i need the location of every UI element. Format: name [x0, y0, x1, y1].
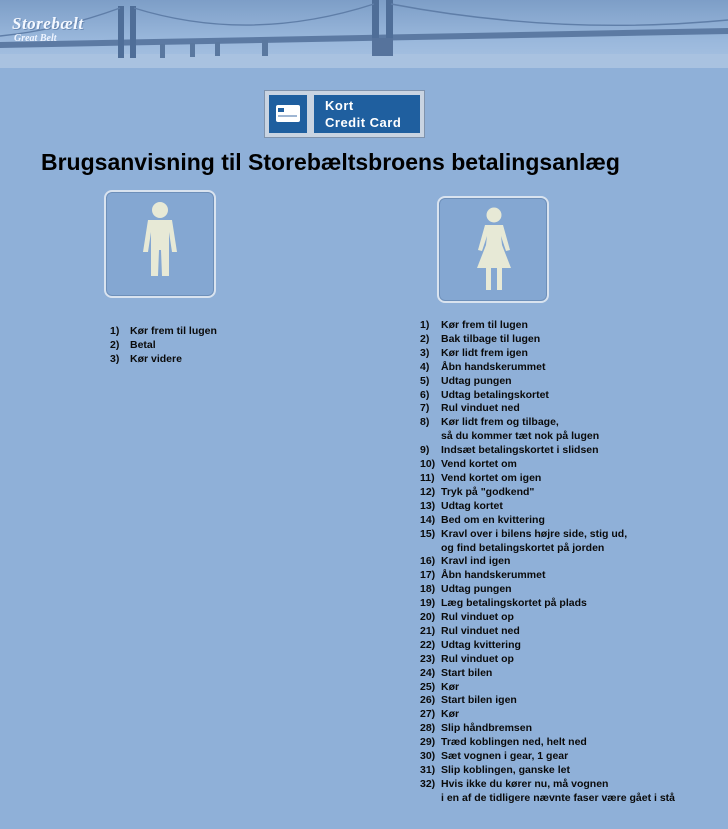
sign-label-kort: Kort: [325, 98, 354, 113]
list-item: [420, 708, 675, 722]
woman-sign: [437, 196, 549, 303]
step-text: Rul vinduet ned: [441, 402, 520, 415]
step-number: 4): [420, 360, 430, 373]
list-item: [420, 402, 675, 416]
step-text: Indsæt betalingskortet i slidsen: [441, 444, 599, 457]
list-item: [420, 444, 675, 458]
step-text: Bed om en kvittering: [441, 513, 545, 526]
step-number: 14): [420, 513, 436, 526]
step-number: 2): [420, 332, 430, 345]
step-number: 5): [420, 374, 430, 387]
list-item: [420, 639, 675, 653]
list-item: [420, 347, 675, 361]
step-number: 28): [420, 722, 436, 735]
list-item: [420, 583, 675, 597]
list-item: [110, 353, 217, 367]
list-item: [420, 472, 675, 486]
credit-card-icon: [269, 95, 307, 133]
list-item: [420, 333, 675, 347]
list-item: [420, 500, 675, 514]
list-item: [420, 722, 675, 736]
list-item: [110, 339, 217, 353]
step-text: Kør videre: [130, 352, 182, 365]
bridge-illustration: [0, 0, 728, 68]
step-text: i en af de tidligere nævnte faser være gået i stå: [441, 791, 675, 804]
step-number: 29): [420, 736, 436, 749]
list-item: [420, 375, 675, 389]
step-text: Slip koblingen, ganske let: [441, 764, 570, 776]
list-item: [420, 625, 675, 639]
step-text: Åbn handskerummet: [441, 569, 546, 582]
step-number: 2): [110, 338, 120, 351]
step-text: Betal: [130, 338, 156, 351]
step-number: 12): [420, 485, 436, 498]
step-text: Udtag pungen: [441, 583, 512, 596]
step-text: Rul vinduet op: [441, 611, 514, 624]
step-text: Start bilen igen: [441, 694, 517, 707]
list-item: [420, 569, 675, 583]
list-item: [420, 681, 675, 695]
step-text: Kør frem til lugen: [441, 319, 528, 331]
step-text: Udtag kortet: [441, 499, 503, 512]
storebaelt-logo-subtitle: Great Belt: [14, 33, 57, 44]
step-number: 10): [420, 458, 436, 471]
list-item: [420, 694, 675, 708]
step-text: og find betalingskortet på jorden: [441, 541, 605, 554]
step-number: 18): [420, 583, 436, 596]
step-number: 30): [420, 750, 436, 763]
list-item: [420, 653, 675, 667]
list-item: [420, 764, 675, 778]
step-number: 13): [420, 499, 436, 512]
step-text: Sæt vognen i gear, 1 gear: [441, 750, 569, 763]
step-text: Kravl ind igen: [441, 555, 511, 568]
step-text: Start bilen: [441, 666, 493, 679]
woman-icon: [439, 198, 547, 301]
step-number: 1): [110, 325, 120, 337]
step-number: 27): [420, 708, 436, 721]
step-text: Vend kortet om igen: [441, 471, 542, 484]
step-text: Udtag kvittering: [441, 638, 521, 651]
list-item: [420, 667, 675, 681]
step-text: Kør: [441, 708, 460, 721]
list-item: [420, 736, 675, 750]
list-item: [420, 611, 675, 625]
man-sign: [104, 190, 216, 298]
step-number: 15): [420, 527, 436, 540]
step-number: 23): [420, 652, 436, 665]
step-number: 25): [420, 680, 436, 693]
step-text: Læg betalingskortet på plads: [441, 597, 587, 610]
step-number: 6): [420, 388, 430, 401]
page-title: Brugsanvisning til Storebæltsbroens betalingsanlæg: [41, 149, 620, 175]
list-item: [420, 458, 675, 472]
storebaelt-logo: Storebælt: [12, 14, 84, 33]
sign-label-box: [314, 95, 420, 133]
step-number: 24): [420, 666, 436, 679]
list-item: [420, 750, 675, 764]
list-item: [420, 555, 675, 569]
step-number: 1): [420, 319, 430, 331]
step-text: Kravl over i bilens højre side, stig ud,: [441, 527, 628, 540]
list-item: [420, 597, 675, 611]
step-text: Udtag pungen: [441, 374, 512, 387]
list-item: [420, 319, 675, 333]
step-number: 20): [420, 611, 436, 624]
step-number: 9): [420, 444, 430, 457]
list-item: [420, 389, 675, 403]
step-number: 11): [420, 471, 435, 484]
list-item: [420, 778, 675, 806]
sign-label-credit-card: Credit Card: [325, 115, 402, 130]
step-number: 19): [420, 597, 436, 610]
step-number: 21): [420, 624, 436, 637]
step-text: Udtag betalingskortet: [441, 388, 549, 401]
step-text: Kør lidt frem og tilbage,: [441, 416, 559, 429]
list-item: [110, 325, 217, 339]
step-text: Kør frem til lugen: [130, 325, 217, 337]
step-text: Vend kortet om: [441, 458, 517, 471]
list-item: [420, 486, 675, 500]
step-text: Rul vinduet ned: [441, 624, 520, 637]
step-text: Træd koblingen ned, helt ned: [441, 736, 587, 749]
list-item: [420, 528, 675, 556]
step-text: Slip håndbremsen: [441, 722, 533, 735]
step-number: 8): [420, 416, 430, 429]
step-number: 31): [420, 764, 436, 776]
step-number: 32): [420, 777, 436, 790]
step-text: så du kommer tæt nok på lugen: [441, 430, 600, 443]
step-number: 3): [420, 346, 430, 359]
step-text: Hvis ikke du kører nu, må vognen: [441, 777, 609, 790]
list-item: [420, 416, 675, 444]
step-text: Åbn handskerummet: [441, 360, 546, 373]
step-text: Bak tilbage til lugen: [441, 332, 541, 345]
step-number: 16): [420, 555, 436, 568]
step-text: Kør: [441, 680, 460, 693]
man-icon: [106, 192, 214, 296]
step-number: 7): [420, 402, 430, 415]
step-text: Tryk på "godkend": [441, 485, 535, 498]
list-item: [420, 361, 675, 375]
list-item: [420, 514, 675, 528]
credit-card-sign: [264, 90, 425, 138]
step-number: 17): [420, 569, 436, 582]
man-steps-list: [110, 325, 217, 367]
header-banner: [0, 0, 728, 68]
step-text: Kør lidt frem igen: [441, 346, 528, 359]
step-text: Rul vinduet op: [441, 652, 514, 665]
step-number: 26): [420, 694, 436, 707]
woman-steps-list: [420, 319, 675, 806]
step-number: 3): [110, 352, 120, 365]
step-number: 22): [420, 638, 436, 651]
